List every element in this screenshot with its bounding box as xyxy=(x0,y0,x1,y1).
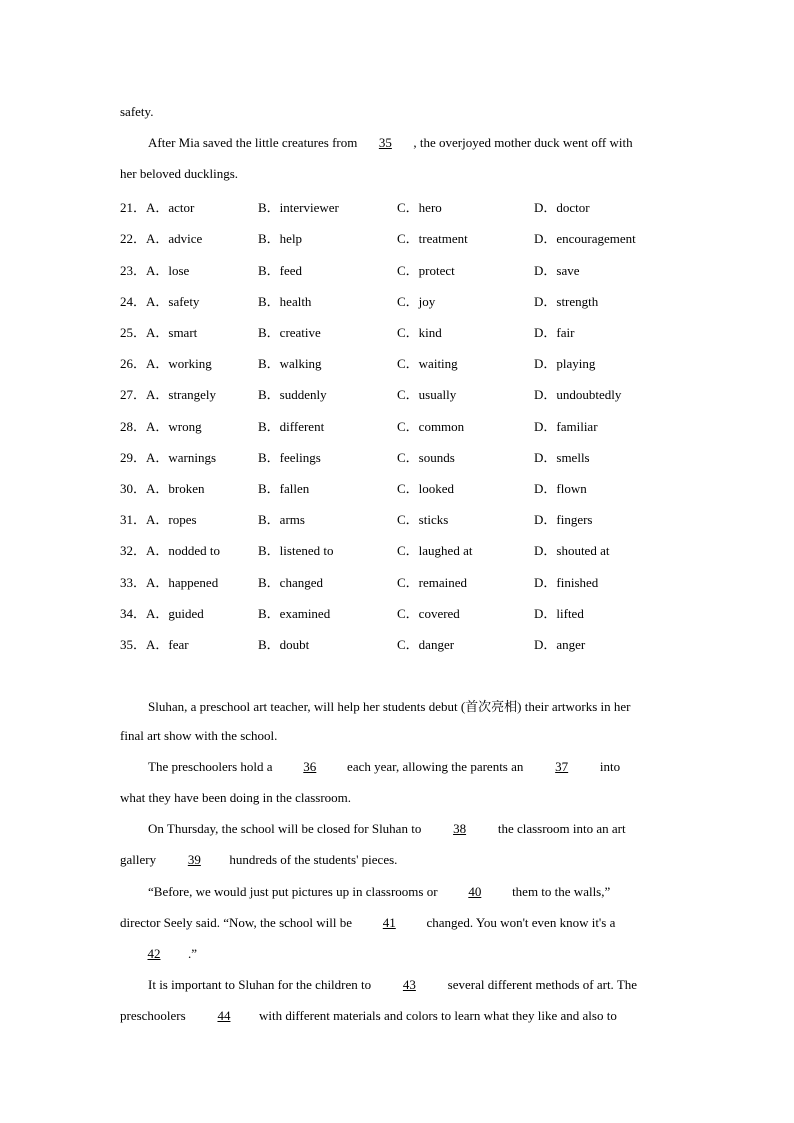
option-a: A．guided xyxy=(146,606,204,621)
option-a: A．strangely xyxy=(146,387,217,402)
question-number: 24． xyxy=(120,294,147,309)
option-b: B．health xyxy=(258,294,312,309)
option-b: B．listened to xyxy=(258,543,334,558)
option-row-27 xyxy=(120,384,680,402)
option-a: A．working xyxy=(146,356,212,371)
option-d: D．smells xyxy=(534,450,590,465)
text: “Before, we would just put pictures up in classrooms or xyxy=(148,884,441,899)
question-number: 31． xyxy=(120,512,147,527)
blank-35: 35 xyxy=(378,135,392,150)
text: director Seely said. “Now, the school will be xyxy=(120,915,356,930)
question-number: 26． xyxy=(120,356,147,371)
question-number: 34． xyxy=(120,606,147,621)
passage-line xyxy=(120,104,153,120)
passage-line xyxy=(148,977,637,993)
option-row-25 xyxy=(120,322,680,340)
passage-line xyxy=(148,821,626,837)
blank-38: 38 xyxy=(453,821,467,836)
text: gallery xyxy=(120,852,160,867)
text: safety. xyxy=(120,104,154,119)
text: with different materials and colors to learn what they like and also to xyxy=(258,1008,617,1023)
option-row-31 xyxy=(120,509,680,527)
question-number: 33． xyxy=(120,575,147,590)
text: final art show with the school. xyxy=(120,728,278,743)
passage-line xyxy=(120,166,238,182)
option-c: C．treatment xyxy=(397,231,468,246)
question-number: 27． xyxy=(120,387,147,402)
option-a: A．advice xyxy=(146,231,203,246)
option-c: C．common xyxy=(397,419,465,434)
option-c: C．sounds xyxy=(397,450,455,465)
option-d: D．anger xyxy=(534,637,586,652)
text: .” xyxy=(188,946,198,961)
blank-43: 43 xyxy=(402,977,416,992)
option-b: B．doubt xyxy=(258,637,310,652)
option-c: C．sticks xyxy=(397,512,449,527)
option-d: D．doctor xyxy=(534,200,590,215)
option-c: C．usually xyxy=(397,387,457,402)
option-b: B．interviewer xyxy=(258,200,339,215)
text: After Mia saved the little creatures from xyxy=(148,135,358,150)
option-c: C．danger xyxy=(397,637,455,652)
blank-36: 36 xyxy=(303,759,317,774)
option-c: C．waiting xyxy=(397,356,458,371)
blank-41: 41 xyxy=(382,915,396,930)
question-number: 22． xyxy=(120,231,147,246)
passage-line xyxy=(148,696,631,715)
option-row-21 xyxy=(120,197,680,215)
option-c: C．remained xyxy=(397,575,468,590)
option-row-24 xyxy=(120,291,680,309)
option-a: A．warnings xyxy=(146,450,217,465)
question-number: 29． xyxy=(120,450,147,465)
option-a: A．lose xyxy=(146,263,190,278)
text: each year, allowing the parents an xyxy=(343,759,527,774)
text: hundreds of the students' pieces. xyxy=(229,852,398,867)
blank-42: 42 xyxy=(147,946,161,961)
option-a: A．fear xyxy=(146,637,189,652)
blank-44: 44 xyxy=(217,1008,231,1023)
question-number: 23． xyxy=(120,263,147,278)
option-d: D．strength xyxy=(534,294,599,309)
option-row-29 xyxy=(120,447,680,465)
blank-40: 40 xyxy=(468,884,482,899)
option-row-22 xyxy=(120,228,680,246)
option-b: B．suddenly xyxy=(258,387,327,402)
text: It is important to Sluhan for the children to xyxy=(148,977,375,992)
option-a: A．safety xyxy=(146,294,200,309)
option-b: B．changed xyxy=(258,575,323,590)
option-a: A．wrong xyxy=(146,419,202,434)
option-d: D．flown xyxy=(534,481,587,496)
passage-line xyxy=(148,884,610,900)
option-row-28 xyxy=(120,416,680,434)
blank-37: 37 xyxy=(555,759,569,774)
option-b: B．feed xyxy=(258,263,303,278)
text: them to the walls,” xyxy=(508,884,611,899)
option-b: B．different xyxy=(258,419,325,434)
text: the classroom into an art xyxy=(494,821,626,836)
option-b: B．feelings xyxy=(258,450,321,465)
option-b: B．fallen xyxy=(258,481,310,496)
passage-line xyxy=(120,946,197,962)
option-d: D．familiar xyxy=(534,419,598,434)
option-d: D．fingers xyxy=(534,512,593,527)
option-c: C．laughed at xyxy=(397,543,473,558)
question-number: 30． xyxy=(120,481,147,496)
option-c: C．protect xyxy=(397,263,455,278)
option-c: C．looked xyxy=(397,481,455,496)
question-number: 32． xyxy=(120,543,147,558)
passage-line xyxy=(148,135,633,151)
option-b: B．help xyxy=(258,231,303,246)
option-c: C．covered xyxy=(397,606,460,621)
option-a: A．ropes xyxy=(146,512,197,527)
text: changed. You won't even know it's a xyxy=(423,915,616,930)
option-a: A．actor xyxy=(146,200,195,215)
option-d: D．finished xyxy=(534,575,599,590)
text: On Thursday, the school will be closed for Sluhan to xyxy=(148,821,425,836)
question-number: 25． xyxy=(120,325,147,340)
option-b: B．arms xyxy=(258,512,305,527)
question-number: 35． xyxy=(120,637,147,652)
text: , the overjoyed mother duck went off with xyxy=(413,135,633,150)
option-d: D．encouragement xyxy=(534,231,636,246)
option-row-32 xyxy=(120,540,680,558)
option-d: D．save xyxy=(534,263,580,278)
passage-line xyxy=(148,759,620,775)
option-a: A．broken xyxy=(146,481,205,496)
option-c: C．kind xyxy=(397,325,442,340)
option-b: B．walking xyxy=(258,356,322,371)
option-a: A．happened xyxy=(146,575,219,590)
text: The preschoolers hold a xyxy=(148,759,276,774)
passage-line xyxy=(120,1008,617,1024)
option-c: C．joy xyxy=(397,294,436,309)
option-row-33 xyxy=(120,572,680,590)
option-a: A．smart xyxy=(146,325,198,340)
question-number: 28． xyxy=(120,419,147,434)
text: her beloved ducklings. xyxy=(120,166,239,181)
question-number: 21． xyxy=(120,200,147,215)
option-row-30 xyxy=(120,478,680,496)
text: into xyxy=(596,759,621,774)
option-row-35 xyxy=(120,634,680,652)
option-row-23 xyxy=(120,260,680,278)
option-d: D．shouted at xyxy=(534,543,610,558)
option-d: D．fair xyxy=(534,325,575,340)
option-d: D．lifted xyxy=(534,606,584,621)
option-a: A．nodded to xyxy=(146,543,221,558)
text: Sluhan, a preschool art teacher, will help her students debut (首次亮相) their artworks in her xyxy=(148,699,631,714)
option-c: C．hero xyxy=(397,200,442,215)
passage-line xyxy=(120,790,351,806)
text: what they have been doing in the classroom. xyxy=(120,790,352,805)
passage-line xyxy=(120,728,277,744)
option-row-34 xyxy=(120,603,680,621)
option-d: D．undoubtedly xyxy=(534,387,622,402)
passage-line xyxy=(120,852,397,868)
blank-39: 39 xyxy=(187,852,201,867)
option-b: B．examined xyxy=(258,606,331,621)
text: several different methods of art. The xyxy=(444,977,638,992)
text: preschoolers xyxy=(120,1008,189,1023)
option-d: D．playing xyxy=(534,356,596,371)
option-row-26 xyxy=(120,353,680,371)
option-b: B．creative xyxy=(258,325,321,340)
passage-line xyxy=(120,915,615,931)
